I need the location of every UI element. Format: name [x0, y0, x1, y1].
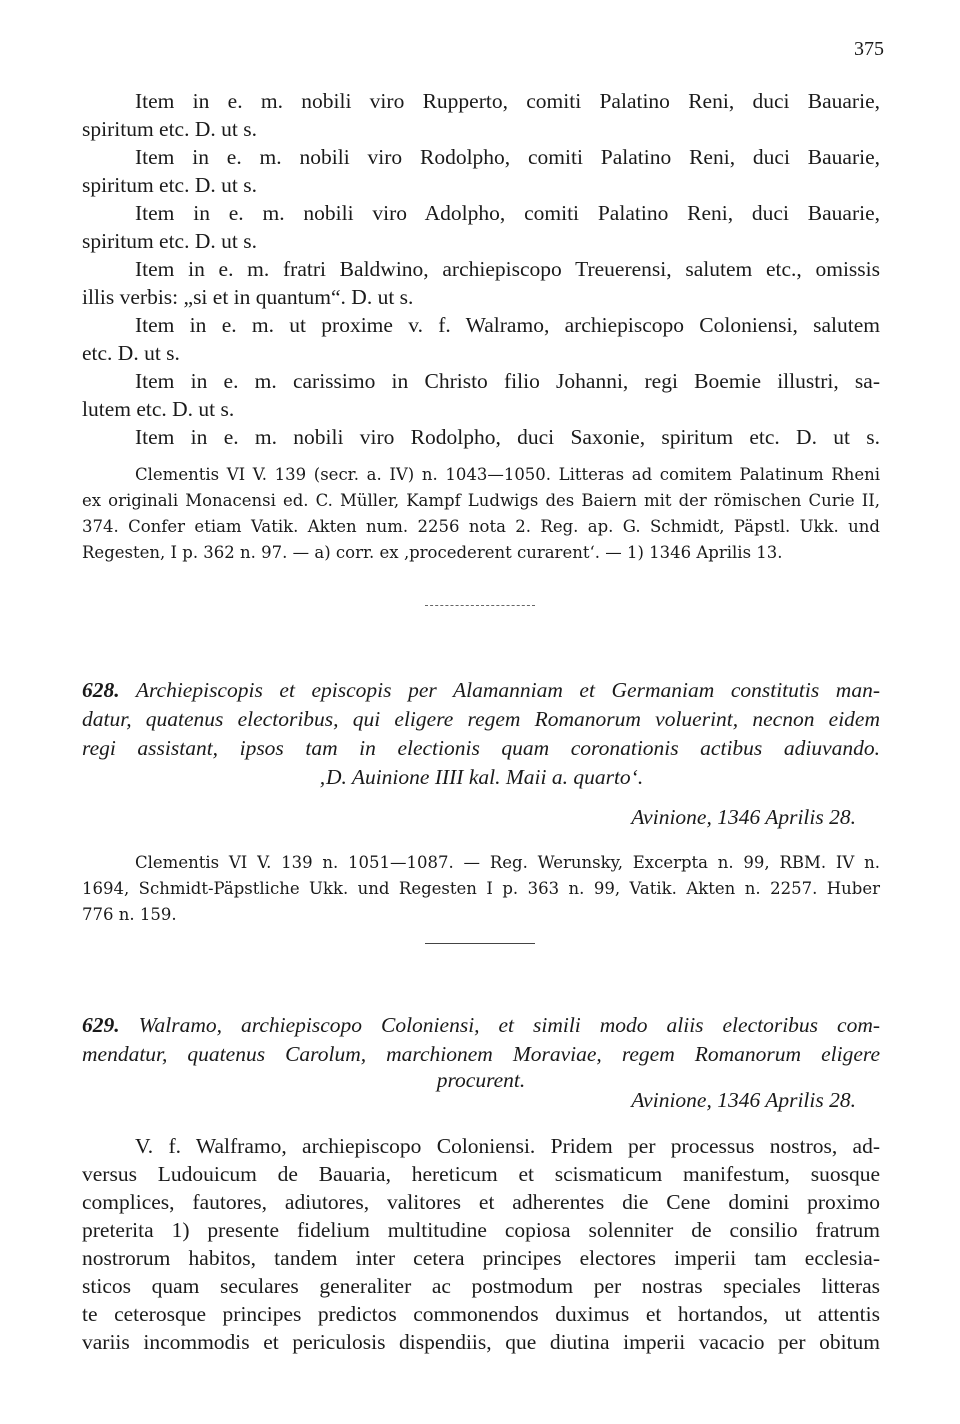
entry-line: etc. D. ut s.: [82, 341, 180, 365]
doc629-place-date: Avinione, 1346 Aprilis 28.: [631, 1088, 856, 1112]
note-line: Clementis VI V. 139 (secr. a. IV) n. 1043—1050. Litteras ad comitem Palatinum Rheni: [135, 465, 880, 484]
doc629-body-line: preterita 1) presente fidelium multitudine copiosa solenniter de consilio fratrum: [82, 1218, 880, 1242]
doc628-dating: ‚D. Auinione IIII kal. Maii a. quarto‘.: [318, 765, 644, 789]
entry-line: spiritum etc. D. ut s.: [82, 117, 257, 141]
entry-line: spiritum etc. D. ut s.: [82, 173, 257, 197]
doc628-heading-line: [82, 676, 880, 704]
doc628-note-line: Clementis VI V. 139 n. 1051—1087. — Reg. Werunsky, Excerpta n. 99, RBM. IV n.: [135, 853, 880, 872]
note-line: ex originali Monacensi ed. C. Müller, Kampf Ludwigs des Baiern mit der römischen Curie II,: [82, 491, 880, 510]
entry-line: lutem etc. D. ut s.: [82, 397, 235, 421]
section-divider: [425, 943, 535, 944]
doc629-body-line: nostrorum habitos, tandem inter cetera principes electores imperii tam ecclesia-: [82, 1246, 880, 1270]
doc628-heading-line: regi assistant, ipsos tam in electionis quam coronationis actibus adiuvando.: [82, 736, 880, 760]
doc628-heading-line: datur, quatenus electoribus, qui eligere regem Romanorum voluerint, necnon eidem: [82, 707, 880, 731]
doc629-body-line: complices, fautores, adiutores, valitores et adherentes die Cene domini proximo: [82, 1190, 880, 1214]
note-line: Regesten, I p. 362 n. 97. — a) corr. ex ‚procederent curarent‘. — 1) 1346 Aprilis 13.: [82, 543, 783, 562]
doc629-body-line: sticos quam seculares generaliter ac postmodum per nostras speciales litteras: [82, 1274, 880, 1298]
entry-line: Item in e. m. nobili viro Rupperto, comiti Palatino Reni, duci Bauarie,: [135, 89, 880, 113]
doc629-heading-text: Walramo, archiepiscopo Coloniensi, et simili modo aliis electoribus com-: [138, 1013, 880, 1037]
doc629-heading-line: [82, 1011, 880, 1039]
entry-line: Item in e. m. nobili viro Rodolpho, duci Saxonie, spiritum etc. D. ut s.: [135, 425, 880, 449]
doc629-heading-line: procurent.: [436, 1068, 526, 1092]
doc629-body-line: te ceterosque principes predictos commonendos duximus et hortandos, ut attentis: [82, 1302, 880, 1326]
entry-line: spiritum etc. D. ut s.: [82, 229, 257, 253]
note-line: 374. Confer etiam Vatik. Akten num. 2256 nota 2. Reg. ap. G. Schmidt, Päpstl. Ukk. und: [82, 517, 880, 536]
doc628-heading-text: Archiepiscopis et episcopis per Alamanniam et Germaniam constitutis man-: [135, 678, 880, 702]
section-divider: [425, 605, 535, 606]
entry-line: Item in e. m. nobili viro Adolpho, comiti Palatino Reni, duci Bauarie,: [135, 201, 880, 225]
doc629-body-line: V. f. Walframo, archiepiscopo Coloniensi. Pridem per processus nostros, ad-: [135, 1134, 880, 1158]
doc628-place-date: Avinione, 1346 Aprilis 28.: [631, 805, 856, 829]
doc628-number: 628.: [82, 678, 120, 702]
doc628-note-line: 1694, Schmidt-Päpstliche Ukk. und Regesten I p. 363 n. 99, Vatik. Akten n. 2257. Huber: [82, 879, 880, 898]
entry-line: illis verbis: „si et in quantum“. D. ut s.: [82, 285, 414, 309]
entry-line: Item in e. m. ut proxime v. f. Walramo, archiepiscopo Coloniensi, salutem: [135, 313, 880, 337]
doc629-heading-line: mendatur, quatenus Carolum, marchionem Moraviae, regem Romanorum eligere: [82, 1042, 880, 1066]
page-number: 375: [854, 38, 884, 60]
entry-line: Item in e. m. nobili viro Rodolpho, comiti Palatino Reni, duci Bauarie,: [135, 145, 880, 169]
doc629-number: 629.: [82, 1013, 120, 1037]
entry-line: Item in e. m. fratri Baldwino, archiepiscopo Treuerensi, salutem etc., omissis: [135, 257, 880, 281]
entry-line: Item in e. m. carissimo in Christo filio Johanni, regi Boemie illustri, sa-: [135, 369, 880, 393]
doc629-body-line: variis incommodis et periculosis dispendiis, que diutina imperii vacacio per obitum: [82, 1330, 880, 1354]
doc629-body-line: versus Ludouicum de Bauaria, hereticum et scismaticum manifestum, suosque: [82, 1162, 880, 1186]
doc628-note-line: 776 n. 159.: [82, 905, 177, 924]
